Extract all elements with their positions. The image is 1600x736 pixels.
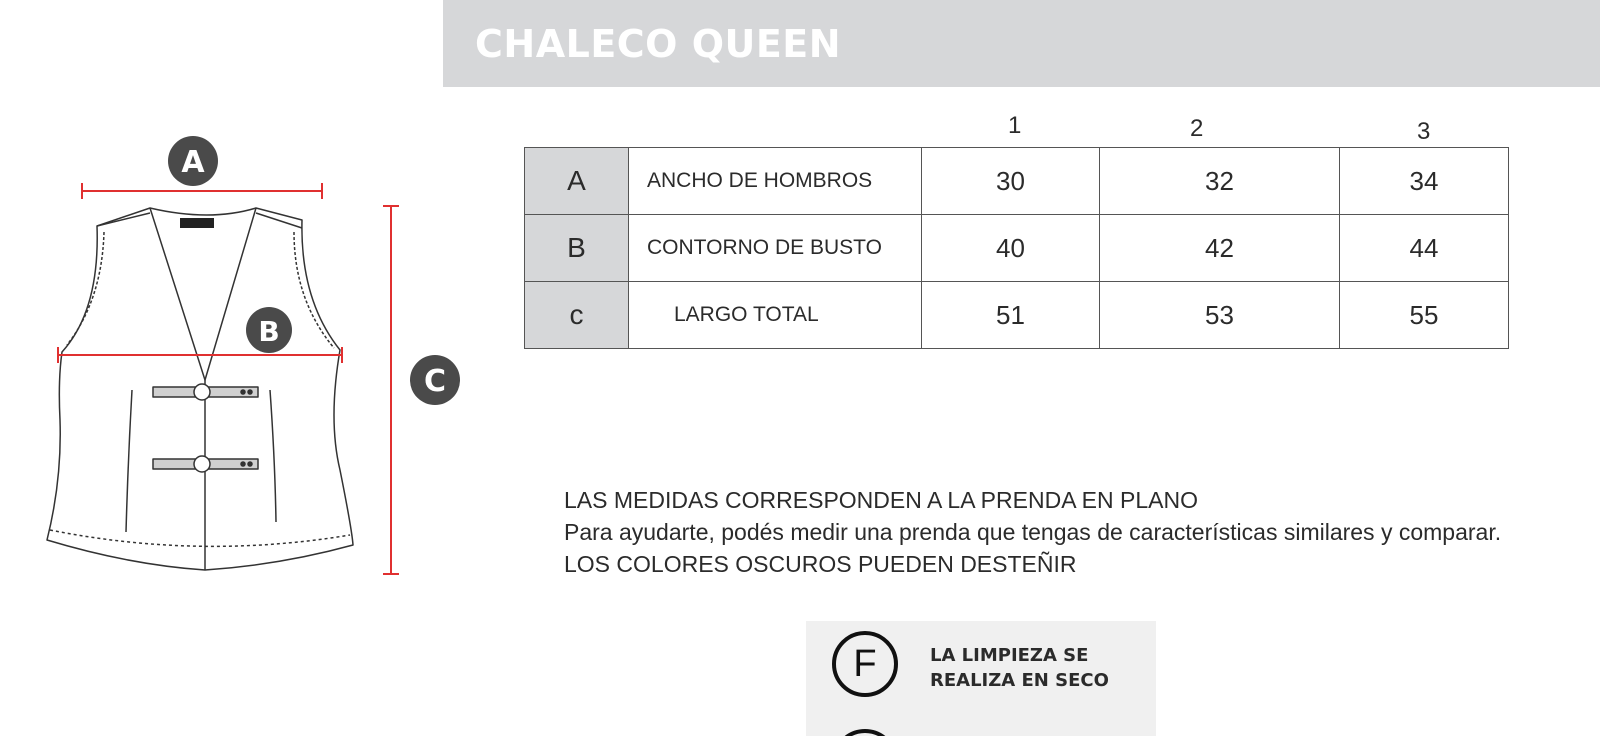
dry-clean-icon: [832, 631, 898, 697]
svg-text:A: A: [181, 145, 205, 180]
size-value: 42: [1100, 215, 1340, 282]
care-text-line1: LA LIMPIEZA SE: [930, 645, 1089, 666]
row-code: A: [525, 148, 629, 215]
vest-diagram: [0, 110, 480, 590]
note-colors: LOS COLORES OSCUROS PUEDEN DESTEÑIR: [564, 551, 1077, 577]
size-header-3: 3: [1417, 118, 1431, 145]
table-row: [525, 282, 1509, 349]
size-value: 51: [922, 282, 1100, 349]
note-measurements: LAS MEDIDAS CORRESPONDEN A LA PRENDA EN PLANO: [564, 487, 1198, 513]
row-code: B: [525, 215, 629, 282]
size-value: 32: [1100, 148, 1340, 215]
note-compare: Para ayudarte, podés medir una prenda que tengas de características similares y comparar.: [564, 519, 1502, 545]
row-code: c: [525, 282, 629, 349]
table-row: [525, 148, 1509, 215]
care-text: [930, 643, 1130, 693]
title-bar: [443, 0, 1600, 87]
table-row: [525, 215, 1509, 282]
svg-text:C: C: [423, 364, 447, 399]
size-value: 40: [922, 215, 1100, 282]
row-label: CONTORNO DE BUSTO: [629, 215, 922, 282]
size-value: 30: [922, 148, 1100, 215]
row-label: ANCHO DE HOMBROS: [629, 148, 922, 215]
vest-illustration: [47, 208, 353, 570]
size-value: 44: [1340, 215, 1509, 282]
notes: [564, 484, 1501, 580]
measure-line-a: [82, 183, 322, 199]
measure-line-c: [383, 206, 399, 574]
marker-b: [246, 307, 292, 353]
dry-clean-icon-letter: F: [853, 642, 877, 685]
row-label: LARGO TOTAL: [629, 282, 922, 349]
care-icon-partial: [832, 729, 898, 736]
care-text-line2: REALIZA EN SECO: [930, 670, 1109, 691]
marker-c: [410, 355, 460, 405]
page-title: CHALECO QUEEN: [475, 22, 842, 66]
care-instructions: [806, 621, 1156, 736]
size-value: 55: [1340, 282, 1509, 349]
size-header-2: 2: [1190, 115, 1204, 142]
size-header-1: 1: [1008, 112, 1022, 139]
marker-a: [168, 136, 218, 186]
size-value: 53: [1100, 282, 1340, 349]
size-table: [524, 147, 1509, 349]
svg-text:B: B: [258, 315, 280, 348]
size-value: 34: [1340, 148, 1509, 215]
